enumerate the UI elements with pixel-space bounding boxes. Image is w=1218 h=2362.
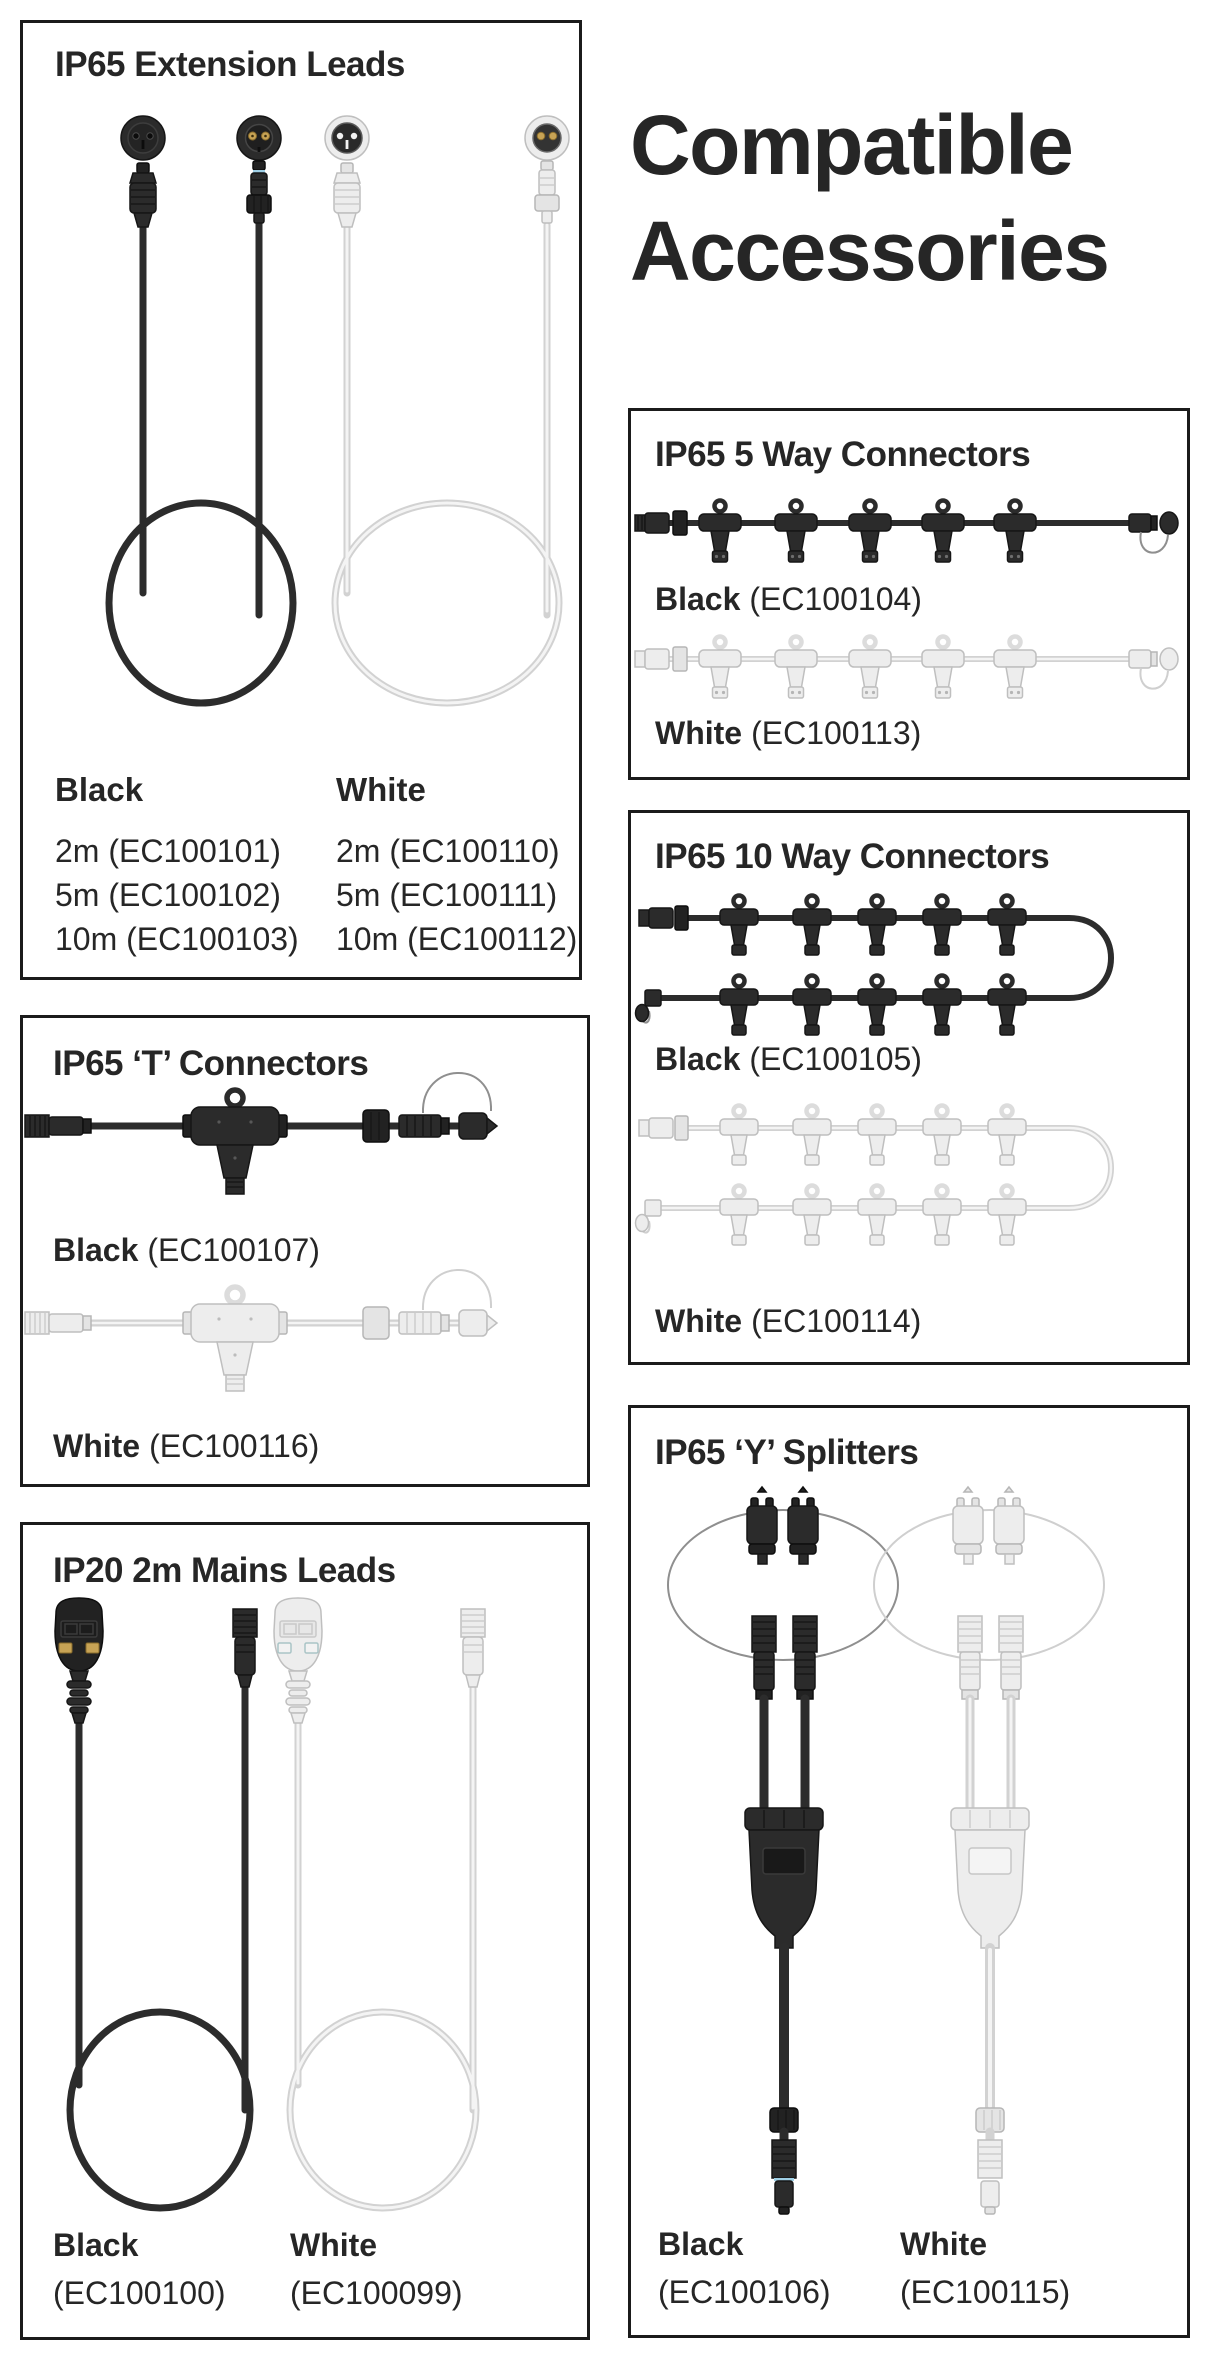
panel-y-splitters-title: IP65 ‘Y’ Splitters — [655, 1433, 919, 1472]
t-black-name: Black — [53, 1232, 139, 1268]
black-socket-face-icon — [121, 116, 165, 160]
black-connector-plug-icon — [233, 1609, 257, 1687]
page-title-line1: Compatible — [630, 98, 1073, 192]
extension-white-label: White — [336, 771, 426, 808]
white-5-way-chain-icon — [635, 637, 1178, 699]
t-black-label — [53, 1230, 320, 1270]
5-way-black-code: (EC100104) — [749, 581, 922, 617]
10-way-black-label — [655, 1039, 922, 1079]
5-way-white-label — [655, 713, 921, 753]
extension-black-column — [55, 771, 299, 961]
panel-t-connectors — [20, 1015, 590, 1487]
mains-black-code: (EC100100) — [53, 2275, 226, 2311]
white-plug-face-icon — [525, 116, 569, 160]
y-splitters-illustration — [631, 1408, 1187, 2335]
page-title — [630, 92, 1210, 304]
panel-10-way-connectors — [628, 810, 1190, 1365]
extension-black-label: Black — [55, 771, 144, 808]
10-way-white-code: (EC100114) — [751, 1303, 922, 1339]
panel-mains-leads — [20, 1522, 590, 2340]
black-socket-connector-icon — [130, 163, 156, 227]
mains-white-code: (EC100099) — [290, 2275, 463, 2311]
white-plug-connector-icon — [535, 161, 559, 223]
extension-white-column — [336, 771, 577, 961]
white-10-way-chain-icon — [636, 1106, 1112, 1246]
10-way-white-name: White — [655, 1303, 743, 1339]
y-white-code: (EC100115) — [900, 2274, 1071, 2310]
y-black-code: (EC100106) — [658, 2274, 831, 2310]
y-black-label — [658, 2224, 831, 2312]
mains-leads-illustration — [23, 1525, 587, 2337]
extension-white-size-2m: 2m (EC100110) — [336, 833, 560, 869]
5-way-black-name: Black — [655, 581, 741, 617]
panel-10-way-title: IP65 10 Way Connectors — [655, 837, 1050, 876]
panel-t-connectors-title: IP65 ‘T’ Connectors — [53, 1044, 369, 1083]
5-way-black-label — [655, 579, 922, 619]
y-white-name: White — [900, 2226, 988, 2262]
panel-extension-leads-title: IP65 Extension Leads — [55, 45, 405, 84]
panel-mains-leads-title: IP20 2m Mains Leads — [53, 1551, 396, 1590]
white-y-splitter-icon — [874, 1487, 1104, 2214]
black-y-splitter-icon — [668, 1487, 898, 2214]
extension-black-size-5m: 5m (EC100102) — [55, 877, 281, 913]
10-way-white-label — [655, 1301, 921, 1341]
extension-black-size-2m: 2m (EC100101) — [55, 833, 281, 869]
y-black-name: Black — [658, 2226, 744, 2262]
5-way-white-name: White — [655, 715, 743, 751]
black-10-way-chain-icon — [636, 896, 1112, 1036]
t-white-name: White — [53, 1428, 141, 1464]
white-socket-face-icon — [325, 116, 369, 160]
black-plug-connector-icon — [247, 161, 271, 223]
black-5-way-chain-icon — [635, 501, 1178, 563]
black-uk-plug-icon — [55, 1598, 103, 1723]
mains-black-name: Black — [53, 2227, 139, 2263]
white-connector-plug-icon — [461, 1609, 485, 1687]
mains-white-name: White — [290, 2227, 378, 2263]
t-white-code: (EC100116) — [149, 1428, 320, 1464]
black-plug-face-icon — [237, 116, 281, 160]
panel-5-way-connectors — [628, 408, 1190, 780]
panel-extension-leads — [20, 20, 582, 980]
panel-5-way-title: IP65 5 Way Connectors — [655, 435, 1031, 474]
mains-white-label — [290, 2225, 463, 2313]
page-title-line2: Accessories — [630, 204, 1109, 298]
black-t-connector-icon — [25, 1073, 497, 1194]
panel-y-splitters — [628, 1405, 1190, 2338]
10-way-black-name: Black — [655, 1041, 741, 1077]
extension-white-size-10m: 10m (EC100112) — [336, 921, 578, 957]
extension-white-size-5m: 5m (EC100111) — [336, 877, 558, 913]
t-black-code: (EC100107) — [147, 1232, 320, 1268]
white-socket-connector-icon — [334, 163, 360, 227]
10-way-black-code: (EC100105) — [749, 1041, 922, 1077]
white-uk-plug-icon — [274, 1598, 322, 1723]
extension-black-size-10m: 10m (EC100103) — [55, 921, 299, 957]
10-way-connectors-illustration — [631, 813, 1187, 1362]
white-t-connector-icon — [25, 1270, 497, 1391]
t-white-label — [53, 1426, 319, 1466]
5-way-white-code: (EC100113) — [751, 715, 922, 751]
mains-black-label — [53, 2225, 226, 2313]
y-white-label — [900, 2224, 1070, 2312]
